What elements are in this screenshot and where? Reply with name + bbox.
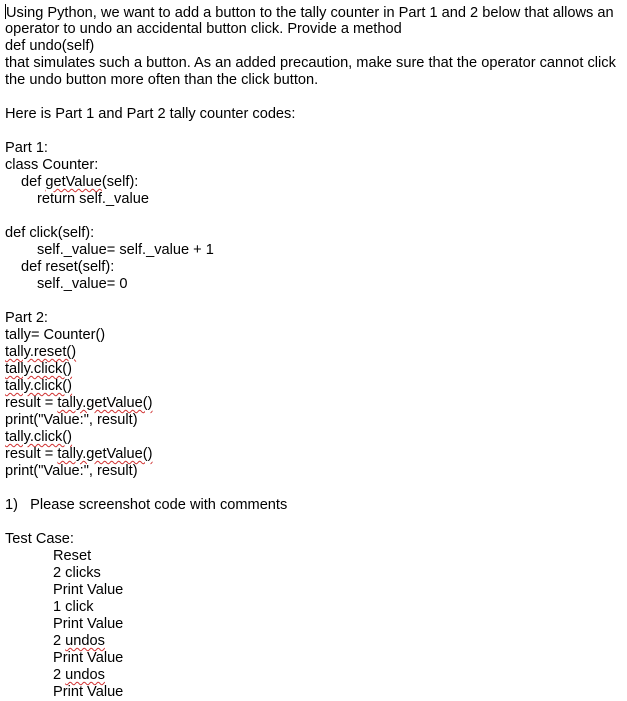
intro-line-3: def undo(self) bbox=[5, 38, 95, 54]
spellcheck-word: tally.reset() bbox=[5, 344, 77, 360]
spellcheck-word: undos bbox=[65, 633, 105, 649]
part2-line-9: print("Value:", result) bbox=[5, 463, 138, 479]
test-case-step: Print Value bbox=[53, 582, 124, 598]
part2-line-8: result = tally.getValue() bbox=[5, 446, 153, 462]
test-case-step: 2 undos bbox=[53, 667, 105, 683]
intro-line-1: Using Python, we want to add a button to the tally counter in Part 1 and 2 below that allows an bbox=[6, 5, 614, 21]
part2-line-3 bbox=[5, 361, 623, 378]
part2-line-2 bbox=[5, 344, 623, 361]
spellcheck-word: tally.click() bbox=[5, 429, 73, 445]
test-case-step: 1 click bbox=[53, 599, 94, 615]
part1-class-line: class Counter: bbox=[5, 157, 99, 173]
part1-getvalue-return: return self._value bbox=[37, 191, 149, 207]
part2-line-1: tally= Counter() bbox=[5, 327, 106, 343]
test-case-step: Reset bbox=[53, 548, 92, 564]
part1-reset-def: def reset(self): bbox=[21, 259, 115, 275]
part2-line-7 bbox=[5, 429, 623, 446]
test-case-step: Print Value bbox=[53, 684, 124, 700]
part1-section bbox=[5, 140, 623, 293]
test-case-steps bbox=[5, 548, 623, 701]
part1-heading: Part 1: bbox=[5, 140, 48, 156]
part1-reset-body: self._value= 0 bbox=[37, 276, 128, 292]
test-case-step: Print Value bbox=[53, 650, 124, 666]
spellcheck-word: tally.getValue() bbox=[57, 395, 153, 411]
part2-section bbox=[5, 310, 623, 480]
test-case-step: 2 clicks bbox=[53, 565, 101, 581]
spellcheck-word: tally.click() bbox=[5, 378, 73, 394]
test-case-heading: Test Case: bbox=[5, 531, 74, 547]
lead-line: Here is Part 1 and Part 2 tally counter codes: bbox=[5, 106, 296, 122]
part1-click-def: def click(self): bbox=[5, 225, 95, 241]
spellcheck-word: undos bbox=[65, 667, 105, 683]
intro-line-2: operator to undo an accidental button click. Provide a method bbox=[5, 21, 402, 37]
part2-line-4 bbox=[5, 378, 623, 395]
part2-heading: Part 2: bbox=[5, 310, 48, 326]
spellcheck-word: getValue bbox=[45, 174, 102, 190]
intro-paragraph bbox=[5, 4, 623, 89]
test-case-step: Print Value bbox=[53, 616, 124, 632]
intro-line-4: that simulates such a button. As an added precaution, make sure that the operator cannot click bbox=[5, 55, 616, 71]
part1-getvalue-def: def getValue(self): bbox=[21, 174, 139, 190]
question-line: 1) Please screenshot code with comments bbox=[5, 497, 288, 513]
document-body bbox=[5, 4, 623, 701]
spellcheck-word: tally.getValue() bbox=[57, 446, 153, 462]
intro-line-5: the undo button more often than the click button. bbox=[5, 72, 319, 88]
test-case-section bbox=[5, 531, 623, 701]
part1-click-body: self._value= self._value + 1 bbox=[37, 242, 214, 258]
spellcheck-word: tally.click() bbox=[5, 361, 73, 377]
part2-line-6: print("Value:", result) bbox=[5, 412, 138, 428]
test-case-step: 2 undos bbox=[53, 633, 105, 649]
part2-line-5: result = tally.getValue() bbox=[5, 395, 153, 411]
